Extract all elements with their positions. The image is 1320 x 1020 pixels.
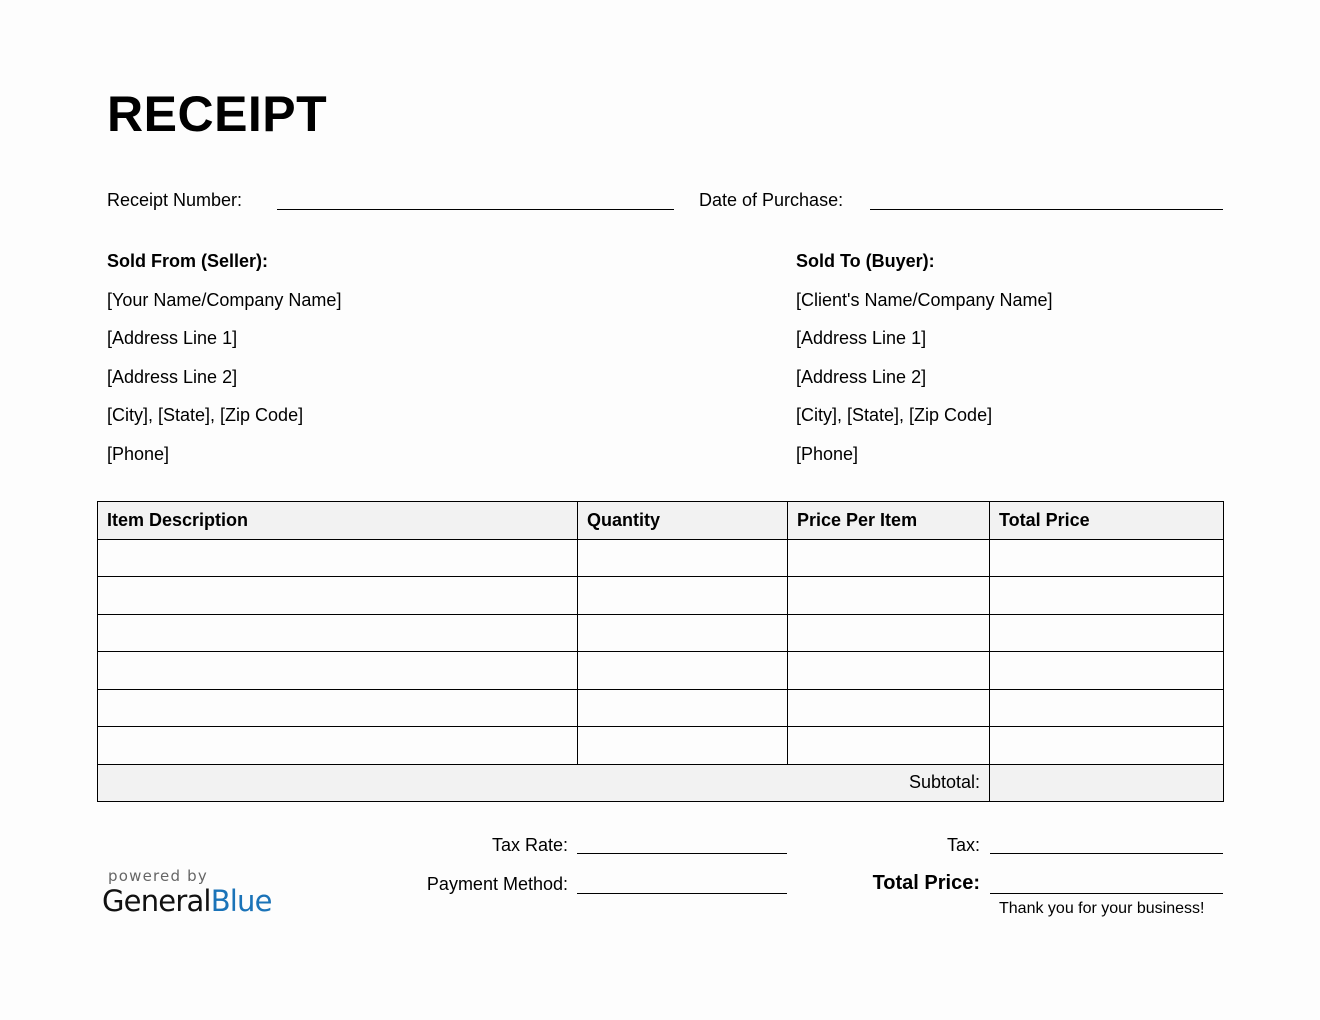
table-row	[98, 652, 1224, 690]
buyer-city-state-zip[interactable]: [City], [State], [Zip Code]	[796, 405, 993, 425]
price-per-item-cell[interactable]	[788, 652, 990, 690]
quantity-cell[interactable]	[578, 539, 788, 577]
price-per-item-cell[interactable]	[788, 614, 990, 652]
buyer-heading: Sold To (Buyer):	[796, 251, 935, 271]
brand-name-general: General	[102, 884, 211, 918]
column-header-quantity: Quantity	[578, 502, 788, 540]
item-description-cell[interactable]	[98, 614, 578, 652]
total-price-cell[interactable]	[990, 689, 1224, 727]
table-row	[98, 727, 1224, 765]
price-per-item-cell[interactable]	[788, 689, 990, 727]
tax-rate-label: Tax Rate:	[491, 835, 568, 855]
buyer-address-line-1[interactable]: [Address Line 1]	[796, 328, 927, 348]
seller-address-line-2[interactable]: [Address Line 2]	[107, 366, 238, 387]
payment-method-label: Payment Method:	[426, 874, 568, 894]
seller-phone[interactable]: [Phone]	[107, 443, 170, 464]
tax-label: Tax:	[946, 835, 980, 855]
quantity-cell[interactable]	[578, 652, 788, 690]
quantity-cell[interactable]	[578, 577, 788, 615]
total-price-cell[interactable]	[990, 727, 1224, 765]
table-row	[98, 614, 1224, 652]
total-price-cell[interactable]	[990, 614, 1224, 652]
date-of-purchase-field[interactable]	[870, 209, 1223, 210]
buyer-phone[interactable]: [Phone]	[796, 443, 859, 464]
price-per-item-cell[interactable]	[788, 727, 990, 765]
seller-city-state-zip[interactable]: [City], [State], [Zip Code]	[107, 405, 304, 425]
table-row	[98, 539, 1224, 577]
seller-name[interactable]: [Your Name/Company Name]	[107, 289, 342, 310]
column-header-total-price: Total Price	[990, 502, 1224, 540]
tax-rate-field[interactable]	[577, 853, 787, 854]
tax-field[interactable]	[990, 853, 1223, 854]
quantity-cell[interactable]	[578, 614, 788, 652]
subtotal-row	[98, 764, 1224, 802]
item-description-cell[interactable]	[98, 727, 578, 765]
page-title: RECEIPT	[107, 86, 328, 142]
quantity-cell[interactable]	[578, 689, 788, 727]
date-of-purchase-label: Date of Purchase:	[699, 190, 844, 210]
buyer-address-line-2[interactable]: [Address Line 2]	[796, 366, 927, 387]
seller-address-line-1[interactable]: [Address Line 1]	[107, 328, 238, 348]
total-price-field[interactable]	[990, 893, 1223, 894]
total-price-cell[interactable]	[990, 539, 1224, 577]
quantity-cell[interactable]	[578, 727, 788, 765]
buyer-section	[796, 250, 1053, 465]
table-row	[98, 689, 1224, 727]
item-description-cell[interactable]	[98, 539, 578, 577]
items-table	[97, 501, 1224, 802]
price-per-item-cell[interactable]	[788, 539, 990, 577]
total-price-label: Total Price:	[872, 872, 980, 894]
column-header-item-description: Item Description	[98, 502, 578, 540]
generalblue-logo[interactable]	[102, 884, 272, 918]
column-header-price-per-item: Price Per Item	[788, 502, 990, 540]
receipt-number-field[interactable]	[277, 209, 674, 210]
thank-you-note: Thank you for your business!	[999, 900, 1205, 917]
powered-by-text: powered by	[108, 867, 208, 885]
table-row	[98, 577, 1224, 615]
seller-section	[107, 250, 341, 465]
buyer-name[interactable]: [Client's Name/Company Name]	[796, 289, 1053, 310]
subtotal-label: Subtotal:	[98, 764, 990, 802]
total-price-cell[interactable]	[990, 652, 1224, 690]
seller-heading: Sold From (Seller):	[107, 251, 269, 271]
subtotal-value-cell[interactable]	[990, 764, 1224, 802]
item-description-cell[interactable]	[98, 689, 578, 727]
item-description-cell[interactable]	[98, 577, 578, 615]
receipt-number-label: Receipt Number:	[107, 190, 243, 210]
payment-method-field[interactable]	[577, 893, 787, 894]
brand-name-blue: Blue	[210, 884, 272, 918]
total-price-cell[interactable]	[990, 577, 1224, 615]
price-per-item-cell[interactable]	[788, 577, 990, 615]
item-description-cell[interactable]	[98, 652, 578, 690]
table-header-row	[98, 502, 1224, 540]
